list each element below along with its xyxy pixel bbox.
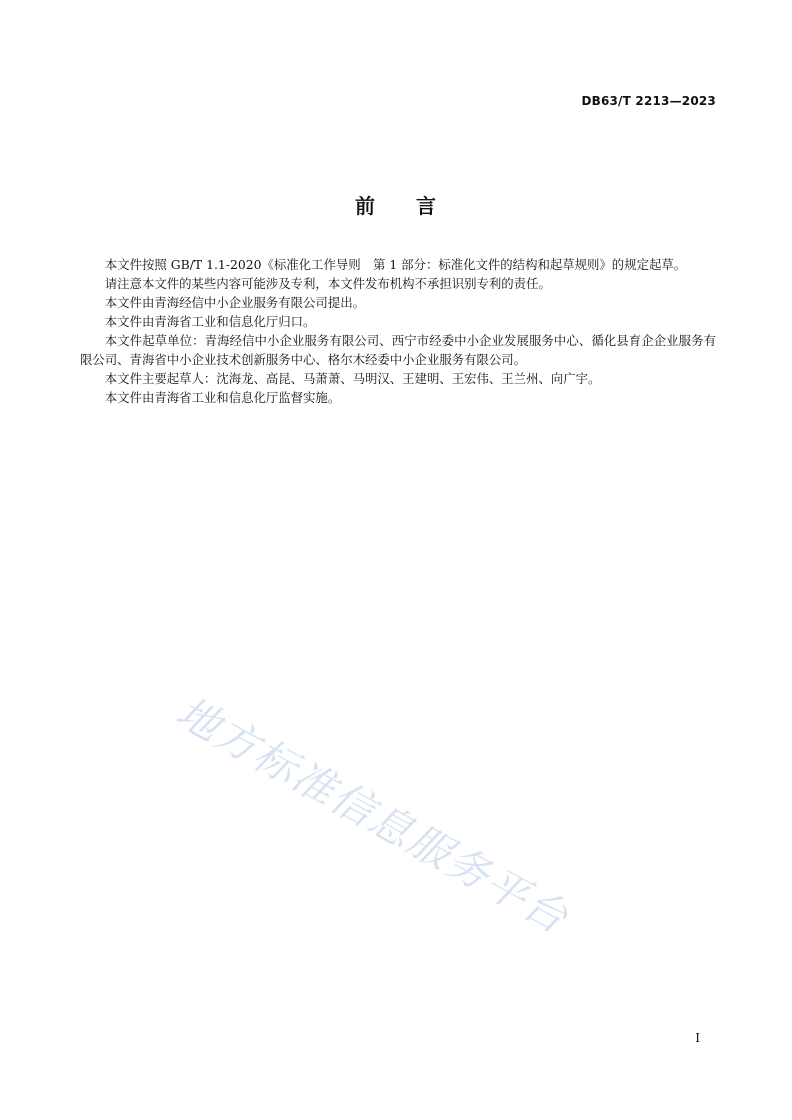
- page-title: [0, 190, 792, 219]
- title-char-2: 言: [416, 194, 437, 218]
- paragraph-patent-notice: 请注意本文件的某些内容可能涉及专利，本文件发布机构不承担识别专利的责任。: [104, 276, 551, 291]
- title-char-1: 前: [355, 194, 376, 218]
- page-number: I: [695, 1031, 700, 1045]
- paragraph-drafting-units: 本文件起草单位：青海经信中小企业服务有限公司、西宁市经委中小企业发展服务中心、循化县育企企业服务有限公司、青海省中小企业技术创新服务中心、格尔木经委中小企业服务有限公司。: [80, 333, 716, 367]
- standard-number: DB63/T 2213—2023: [581, 94, 716, 108]
- paragraph-administrator: 本文件由青海省工业和信息化厅归口。: [104, 314, 316, 329]
- paragraph-supervision: 本文件由青海省工业和信息化厅监督实施。: [104, 390, 341, 405]
- paragraph-drafting-rules: 本文件按照 GB/T 1.1-2020《标准化工作导则 第 1 部分：标准化文件的结构和起草规则》的规定起草。: [104, 257, 687, 272]
- paragraph-drafters: 本文件主要起草人：沈海龙、高昆、马萧萧、马明汉、王建明、王宏伟、王兰州、向广宇。: [104, 371, 601, 386]
- foreword-body: [80, 255, 716, 407]
- watermark: 地方标准信息服务平台: [168, 686, 577, 944]
- paragraph-proposer: 本文件由青海经信中小企业服务有限公司提出。: [104, 295, 365, 310]
